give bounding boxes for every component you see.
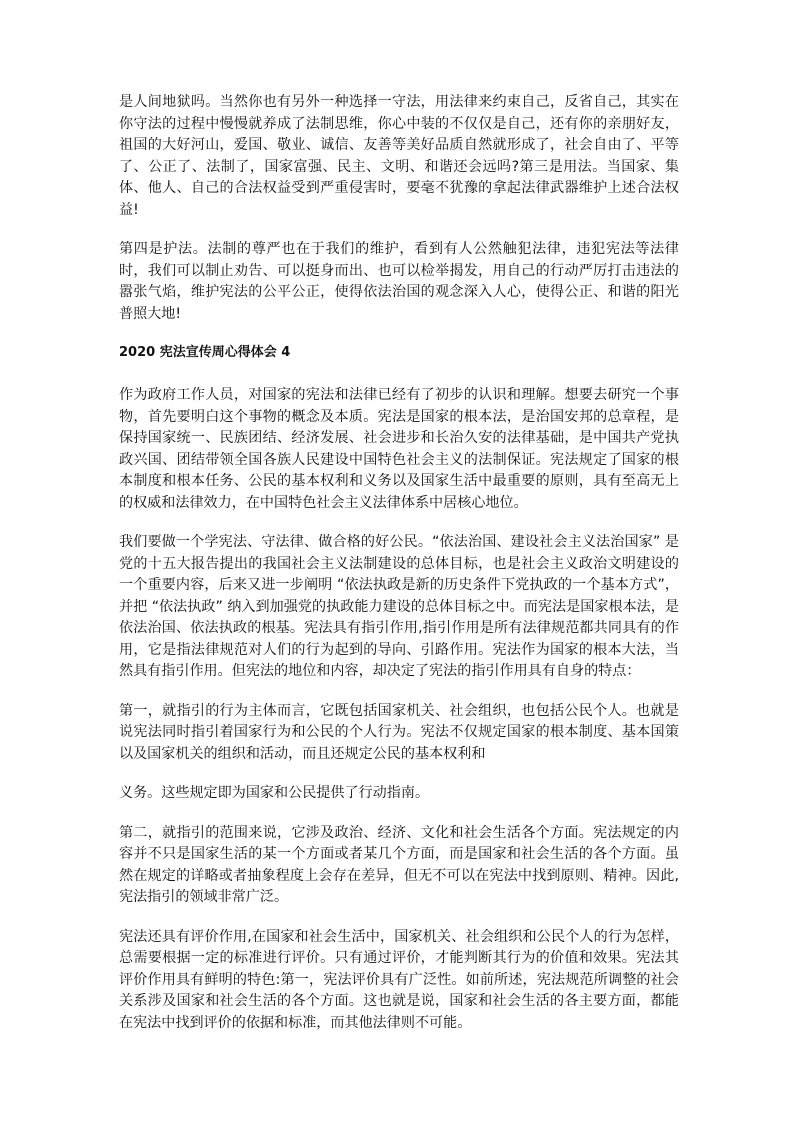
paragraph-constitution-intro: 作为政府工作人员，对国家的宪法和法律已经有了初步的认识和理解。想要去研究一个事物，首先要明白这个事物的概念及本质。宪法是国家的根本法，是治国安邦的总章程，是保持国家统一、民族团结、经济发展、社会进步和长治久安的法律基础，是中国共产党执政兴国、团结带领全国各族人民建设中国特色社会主义的法制保证。宪法规定了国家的根本制度和根本任务、公民的基本权利和义务以及国家生活中最重要的原则，具有至高无上的权威和法律效力，在中国特色社会主义法律体系中居核心地位。 <box>119 387 679 511</box>
paragraph-first-point: 第一，就指引的行为主体而言，它既包括国家机关、社会组织，也包括公民个人。也就是说宪法同时指引着国家行为和公民的个人行为。宪法不仅规定国家的根本制度、基本国策以及国家机关的组织和活动，而且还规定公民的基本权利和 <box>119 702 679 762</box>
document-page <box>119 92 679 1052</box>
paragraph-second-point: 第二，就指引的范围来说，它涉及政治、经济、文化和社会生活各个方面。宪法规定的内容并不只是国家生活的某一个方面或者某几个方面，而是国家和社会生活的各个方面。虽然在规定的详略或者抽象程度上会存在差异，但无不可以在宪法中找到原则、精神。因此,宪法指引的领域非常广泛。 <box>119 824 679 905</box>
paragraph-obligations: 义务。这些规定即为国家和公民提供了行动指南。 <box>119 785 430 801</box>
paragraph-protect-law: 第四是护法。法制的尊严也在于我们的维护，看到有人公然触犯法律，违犯宪法等法律时，我们可以制止劝告、可以挺身而出、也可以检举揭发，用自己的行动严厉打击违法的嚣张气焰，维护宪法的公平公正，使得依法治国的观念深入人心，使得公正、和谐的阳光普照大地! <box>119 241 679 322</box>
paragraph-use-law: 是人间地狱吗。当然你也有另外一种选择一守法，用法律来约束自己，反省自己，其实在你守法的过程中慢慢就养成了法制思维，你心中装的不仅仅是自己，还有你的亲朋好友，祖国的大好河山，爱国、敬业、诚信、友善等美好品质自然就形成了，社会自由了、平等了、公正了、法制了，国家富强、民主、文明、和谐还会远吗?第三是用法。当国家、集体、他人、自己的合法权益受到严重侵害时，要毫不犹豫的拿起法律武器维护上述合法权益! <box>119 94 679 218</box>
paragraph-evaluation: 宪法还具有评价作用,在国家和社会生活中，国家机关、社会组织和公民个人的行为怎样，总需要根据一定的标准进行评价。只有通过评价，才能判断其行为的价值和效果。宪法其评价作用具有鲜明的特色:第一，宪法评价具有广泛性。如前所述，宪法规范所调整的社会关系涉及国家和社会生活的各个方面。这也就是说，国家和社会生活的各主要方面，都能在宪法中找到评价的依据和标准，而其他法律则不可能。 <box>119 928 679 1031</box>
section-heading: 2020 宪法宣传周心得体会 4 <box>119 345 291 360</box>
paragraph-good-citizen: 我们要做一个学宪法、守法律、做合格的好公民。“依法治国、建设社会主义法治国家” 是党的十五大报告提出的我国社会主义法制建设的总体目标，也是社会主义政治文明建设的一个重要内容，后来又进一步阐明 “依法执政是新的历史条件下党执政的一个基本方式”，并把 “依法执政” 纳入到加强党的执政能力建设的总体目标之中。而宪法是国家根本法，是依法治国、依法执政的根基。宪法具有指引作用,指引作用是所有法律规范都共同具有的作用，它是指法律规范对人们的行为起到的导向、引路作用。宪法作为国家的根本大法，当然具有指引作用。但宪法的地位和内容，却决定了宪法的指引作用具有自身的特点： <box>119 534 679 679</box>
